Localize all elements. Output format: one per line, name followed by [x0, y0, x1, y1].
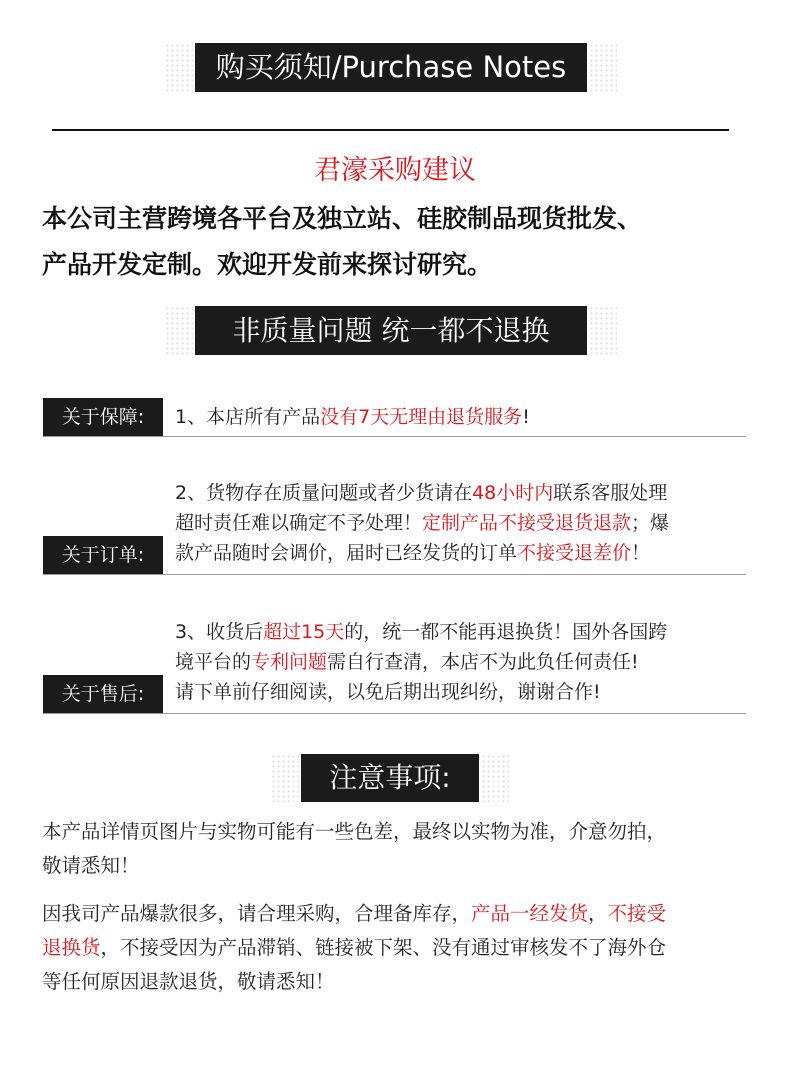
highlight-text: 不接受	[607, 902, 667, 925]
guarantee-text	[175, 402, 755, 432]
text-span: !	[522, 406, 530, 428]
text-span: 1、本店所有产品	[175, 406, 321, 428]
text-span: 请下单前仔细阅读，以免后期出现纠纷，谢谢合作!	[175, 681, 601, 703]
notice-paragraph-1	[42, 815, 752, 883]
text-span: 超时责任难以确定不予处理！	[175, 512, 423, 534]
text-span: 款产品随时会调价，届时已经发货的订单	[175, 542, 518, 564]
text-span: ！	[631, 542, 651, 564]
intro-line: 产品开发定制。欢迎开发前来探讨研究。	[42, 250, 493, 279]
text-span: ；爆	[631, 512, 670, 534]
guarantee-row	[43, 398, 746, 437]
text-span: 因我司产品爆款很多，请合理采购，合理备库存，	[42, 902, 472, 925]
highlight-text: 退换货	[42, 936, 101, 959]
highlight-text: 定制产品不接受退货退款	[422, 512, 632, 534]
text-span: ，	[588, 902, 608, 925]
order-row	[43, 478, 746, 575]
guarantee-label: 关于保障:	[43, 398, 163, 436]
notice-paragraph-2	[42, 897, 752, 999]
highlight-text: 产品一经发货	[471, 902, 589, 925]
text-span: 境平台的	[175, 651, 252, 673]
intro-line: 本公司主营跨境各平台及独立站、硅胶制品现货批发、	[42, 204, 643, 233]
highlight-text: 48小时内	[472, 482, 554, 504]
text-span: ，不接受因为产品滞销、链接被下架、没有通过审核发不了海外仓	[100, 936, 667, 959]
highlight-text: 专利问题	[251, 651, 328, 673]
aftersale-row	[43, 617, 746, 714]
policy-banner	[195, 306, 587, 355]
divider	[52, 129, 729, 131]
highlight-text: 超过15天	[263, 621, 345, 643]
aftersale-label: 关于售后:	[43, 675, 163, 713]
order-label: 关于订单:	[43, 536, 163, 574]
policy-banner-text: 非质量问题 统一都不退换	[232, 314, 550, 347]
notice-banner-text: 注意事项:	[329, 761, 451, 794]
highlight-text: 不接受退差价	[517, 542, 632, 564]
text-span: 的，统一都不能再退换货！国外各国跨	[344, 621, 668, 643]
text-span: 3、收货后	[175, 621, 264, 643]
advice-title: 君濠采购建议	[314, 155, 476, 186]
text-span: 2、货物存在质量问题或者少货请在	[175, 482, 473, 504]
text-span: 需自行查清，本店不为此负任何责任!	[327, 651, 639, 673]
page-title: 购买须知/Purchase Notes	[215, 50, 567, 84]
text-line: 敬请悉知！	[42, 854, 140, 877]
text-span: 联系客服处理	[553, 482, 668, 504]
aftersale-text	[175, 617, 755, 707]
intro-text	[42, 196, 762, 288]
text-line: 等任何原因退款退货，敬请悉知！	[42, 970, 335, 993]
text-line: 本产品详情页图片与实物可能有一些色差，最终以实物为准，介意勿拍，	[42, 820, 667, 843]
title-banner	[195, 43, 587, 92]
highlight-text: 没有7天无理由退货服务	[320, 406, 523, 428]
order-text	[175, 478, 755, 568]
notice-banner	[301, 754, 479, 802]
